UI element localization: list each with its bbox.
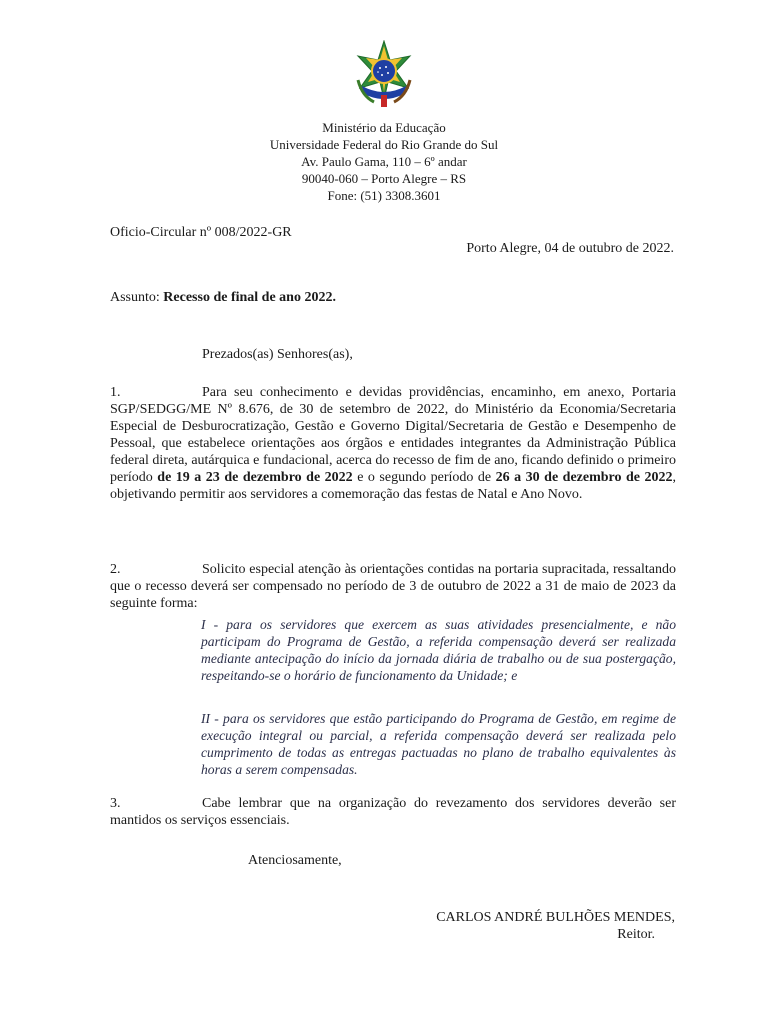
- paragraph-text-end: , objetivando permitir aos servidores a comemoração das festas de Natal e Ano Novo.: [110, 470, 677, 502]
- university-name: Universidade Federal do Rio Grande do Sul: [269, 137, 499, 152]
- paragraph-number: 1.: [110, 385, 121, 400]
- quote-item-2: II - para os servidores que estão participando do Programa de Gestão, em regime de execução integral ou parcial, a referida compensação deverá ser realizada pelo cumprimento de todas as entregas pactuadas no plano de trabalho equivalentes às horas a serem compensadas.: [201, 711, 676, 777]
- address-street: Av. Paulo Gama, 110 – 6º andar: [301, 154, 467, 169]
- signer-name: CARLOS ANDRÉ BULHÕES MENDES,: [436, 910, 675, 925]
- letterhead: [184, 119, 584, 204]
- document-reference: Oficio-Circular nº 008/2022-GR: [110, 225, 292, 240]
- second-period: 26 a 30 de dezembro de 2022: [495, 470, 673, 485]
- first-period: de 19 a 23 de dezembro de 2022: [157, 470, 353, 485]
- document-date: Porto Alegre, 04 de outubro de 2022.: [466, 241, 674, 256]
- phone-number: Fone: (51) 3308.3601: [327, 188, 441, 203]
- subject-line: [110, 289, 336, 306]
- signature-block: [436, 909, 675, 943]
- paragraph-text: Cabe lembrar que na organização do revezamento dos servidores deverão ser mantidos os serviços essenciais.: [110, 796, 676, 828]
- greeting: Prezados(as) Senhores(as),: [202, 347, 353, 362]
- paragraph-number: 3.: [110, 796, 121, 811]
- ministry-name: Ministério da Educação: [322, 120, 446, 135]
- subject-text: Recesso de final de ano 2022.: [163, 290, 336, 305]
- paragraph-text: Para seu conhecimento e devidas providências, encaminho, em anexo, Portaria SGP/SEDGG/ME Nº 8.676, de 30 de setembro de 2022, do Ministério da Economia/Secretaria Especial de Desburocratização, Gestão e Governo Digital/Secretaria de Gestão e Desempenho de Pessoal, que estabelece orientações aos órgãos e entidades integrantes da Administração Pública federal direta, autárquica e fundacional, acerca do recesso de fim de ano, ficando definido o primeiro período: [110, 385, 676, 485]
- closing: Atenciosamente,: [248, 853, 342, 868]
- address-city: 90040-060 – Porto Alegre – RS: [301, 171, 467, 186]
- paragraph-text-cont: e o segundo período de: [357, 470, 492, 485]
- quote-item-1: I - para os servidores que exercem as suas atividades presencialmente, e não participam do Programa de Gestão, a referida compensação deverá ser realizada mediante antecipação do início da jornada diária de trabalho ou de sua postergação, respeitando-se o horário de funcionamento da Unidade; e: [201, 617, 676, 683]
- paragraph-1: [110, 384, 676, 503]
- paragraph-text: Solicito especial atenção às orientações contidas na portaria supracitada, ressaltando que o recesso deverá ser compensado no período de 3 de outubro de 2022 a 31 de maio de 2023 da seguinte forma:: [110, 562, 676, 611]
- signer-role: Reitor.: [617, 927, 655, 942]
- paragraph-number: 2.: [110, 562, 121, 577]
- subject-label: Assunto:: [110, 290, 160, 305]
- paragraph-3: [110, 795, 676, 829]
- brazil-coat-of-arms-icon: [352, 40, 416, 110]
- paragraph-2: [110, 561, 676, 612]
